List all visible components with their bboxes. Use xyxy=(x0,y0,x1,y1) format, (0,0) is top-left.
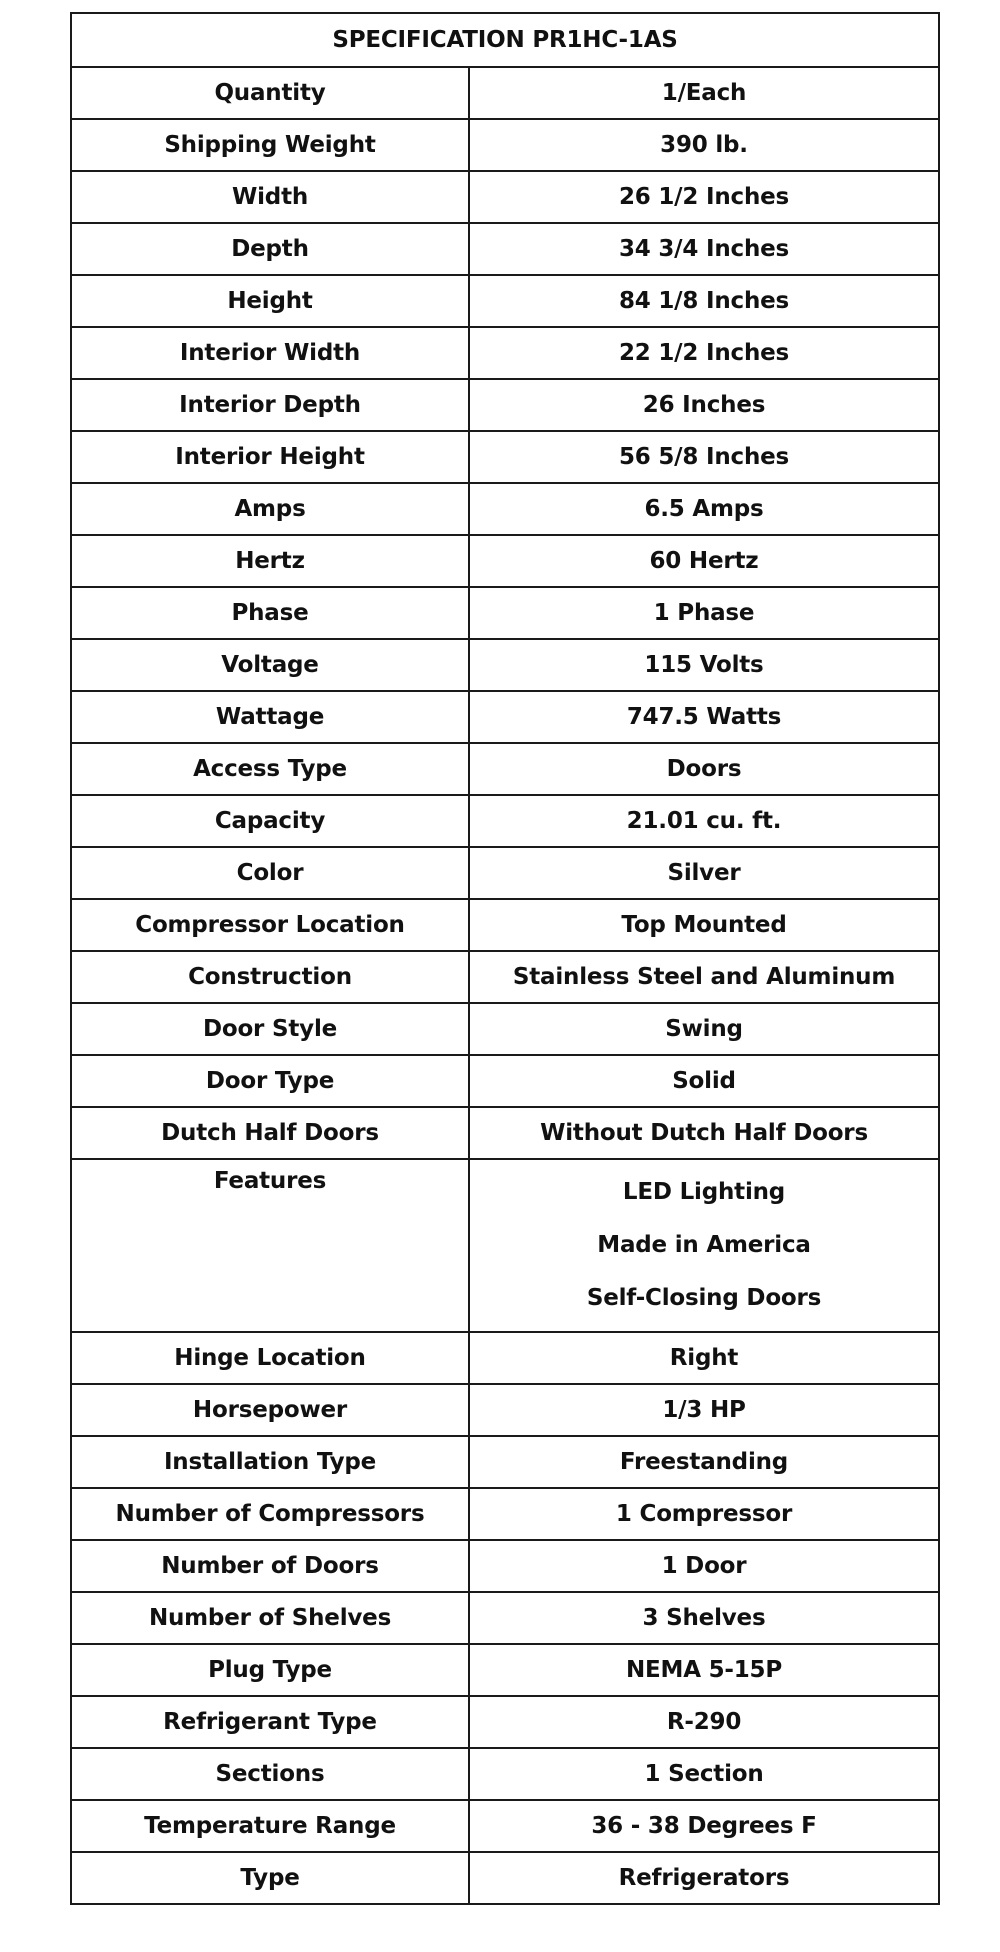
spec-value: 1/Each xyxy=(469,67,939,119)
spec-value: 390 lb. xyxy=(469,119,939,171)
spec-value: Stainless Steel and Aluminum xyxy=(469,951,939,1003)
spec-label: Shipping Weight xyxy=(71,119,469,171)
spec-value: 26 1/2 Inches xyxy=(469,171,939,223)
spec-value: 3 Shelves xyxy=(469,1592,939,1644)
table-row xyxy=(71,1055,939,1107)
spec-value: Top Mounted xyxy=(469,899,939,951)
spec-value: 1 Compressor xyxy=(469,1488,939,1540)
spec-label: Installation Type xyxy=(71,1436,469,1488)
table-row xyxy=(71,535,939,587)
spec-value: 1 Door xyxy=(469,1540,939,1592)
spec-value-item: Self-Closing Doors xyxy=(586,1285,822,1311)
spec-value: Solid xyxy=(469,1055,939,1107)
spec-value: Freestanding xyxy=(469,1436,939,1488)
spec-value: 747.5 Watts xyxy=(469,691,939,743)
table-row xyxy=(71,1644,939,1696)
table-row xyxy=(71,899,939,951)
table-title: SPECIFICATION PR1HC-1AS xyxy=(71,13,939,67)
table-row xyxy=(71,1159,939,1332)
spec-value: Silver xyxy=(469,847,939,899)
spec-label: Interior Width xyxy=(71,327,469,379)
table-row xyxy=(71,1003,939,1055)
table-row xyxy=(71,743,939,795)
table-row xyxy=(71,431,939,483)
spec-label: Plug Type xyxy=(71,1644,469,1696)
table-row xyxy=(71,1852,939,1904)
spec-value: 115 Volts xyxy=(469,639,939,691)
spec-label: Width xyxy=(71,171,469,223)
spec-label: Number of Compressors xyxy=(71,1488,469,1540)
spec-value: 21.01 cu. ft. xyxy=(469,795,939,847)
table-row xyxy=(71,483,939,535)
spec-label: Color xyxy=(71,847,469,899)
table-row xyxy=(71,1488,939,1540)
spec-value: Right xyxy=(469,1332,939,1384)
spec-value: 26 Inches xyxy=(469,379,939,431)
table-row xyxy=(71,587,939,639)
spec-label: Number of Doors xyxy=(71,1540,469,1592)
table-row xyxy=(71,1107,939,1159)
table-row xyxy=(71,1436,939,1488)
spec-label: Features xyxy=(71,1159,469,1332)
spec-label: Quantity xyxy=(71,67,469,119)
spec-value: 22 1/2 Inches xyxy=(469,327,939,379)
spec-label: Temperature Range xyxy=(71,1800,469,1852)
spec-value: 6.5 Amps xyxy=(469,483,939,535)
table-row xyxy=(71,1384,939,1436)
spec-value-item: LED Lighting xyxy=(622,1179,786,1205)
table-row xyxy=(71,119,939,171)
spec-value: Without Dutch Half Doors xyxy=(469,1107,939,1159)
spec-label: Access Type xyxy=(71,743,469,795)
spec-label: Hertz xyxy=(71,535,469,587)
table-row xyxy=(71,847,939,899)
table-row xyxy=(71,639,939,691)
table-row xyxy=(71,1540,939,1592)
spec-value: 56 5/8 Inches xyxy=(469,431,939,483)
spec-label: Amps xyxy=(71,483,469,535)
table-row xyxy=(71,691,939,743)
spec-table xyxy=(70,12,940,1905)
table-row xyxy=(71,1592,939,1644)
spec-label: Sections xyxy=(71,1748,469,1800)
table-row xyxy=(71,171,939,223)
spec-value: 36 - 38 Degrees F xyxy=(469,1800,939,1852)
table-row xyxy=(71,327,939,379)
spec-label: Wattage xyxy=(71,691,469,743)
spec-value: R-290 xyxy=(469,1696,939,1748)
spec-label: Door Type xyxy=(71,1055,469,1107)
table-row xyxy=(71,379,939,431)
spec-label: Dutch Half Doors xyxy=(71,1107,469,1159)
spec-label: Height xyxy=(71,275,469,327)
table-row xyxy=(71,1332,939,1384)
table-row xyxy=(71,951,939,1003)
spec-label: Depth xyxy=(71,223,469,275)
table-row xyxy=(71,223,939,275)
spec-value: 60 Hertz xyxy=(469,535,939,587)
table-header-row xyxy=(71,13,939,67)
spec-value: 34 3/4 Inches xyxy=(469,223,939,275)
spec-value xyxy=(469,1159,939,1332)
table-row xyxy=(71,795,939,847)
table-row xyxy=(71,67,939,119)
spec-label: Interior Depth xyxy=(71,379,469,431)
spec-label: Number of Shelves xyxy=(71,1592,469,1644)
spec-label: Hinge Location xyxy=(71,1332,469,1384)
spec-label: Interior Height xyxy=(71,431,469,483)
spec-label: Capacity xyxy=(71,795,469,847)
table-row xyxy=(71,275,939,327)
spec-value: Doors xyxy=(469,743,939,795)
spec-value: Swing xyxy=(469,1003,939,1055)
spec-value: 1 Section xyxy=(469,1748,939,1800)
spec-value: Refrigerators xyxy=(469,1852,939,1904)
spec-value: 1/3 HP xyxy=(469,1384,939,1436)
spec-value: 1 Phase xyxy=(469,587,939,639)
spec-value: 84 1/8 Inches xyxy=(469,275,939,327)
spec-label: Door Style xyxy=(71,1003,469,1055)
spec-value: NEMA 5-15P xyxy=(469,1644,939,1696)
table-row xyxy=(71,1800,939,1852)
spec-label: Horsepower xyxy=(71,1384,469,1436)
spec-label: Phase xyxy=(71,587,469,639)
spec-value-item: Made in America xyxy=(597,1232,811,1258)
spec-label: Type xyxy=(71,1852,469,1904)
table-body xyxy=(71,67,939,1904)
table-row xyxy=(71,1748,939,1800)
table-row xyxy=(71,1696,939,1748)
spec-label: Refrigerant Type xyxy=(71,1696,469,1748)
spec-label: Compressor Location xyxy=(71,899,469,951)
spec-label: Construction xyxy=(71,951,469,1003)
spec-label: Voltage xyxy=(71,639,469,691)
